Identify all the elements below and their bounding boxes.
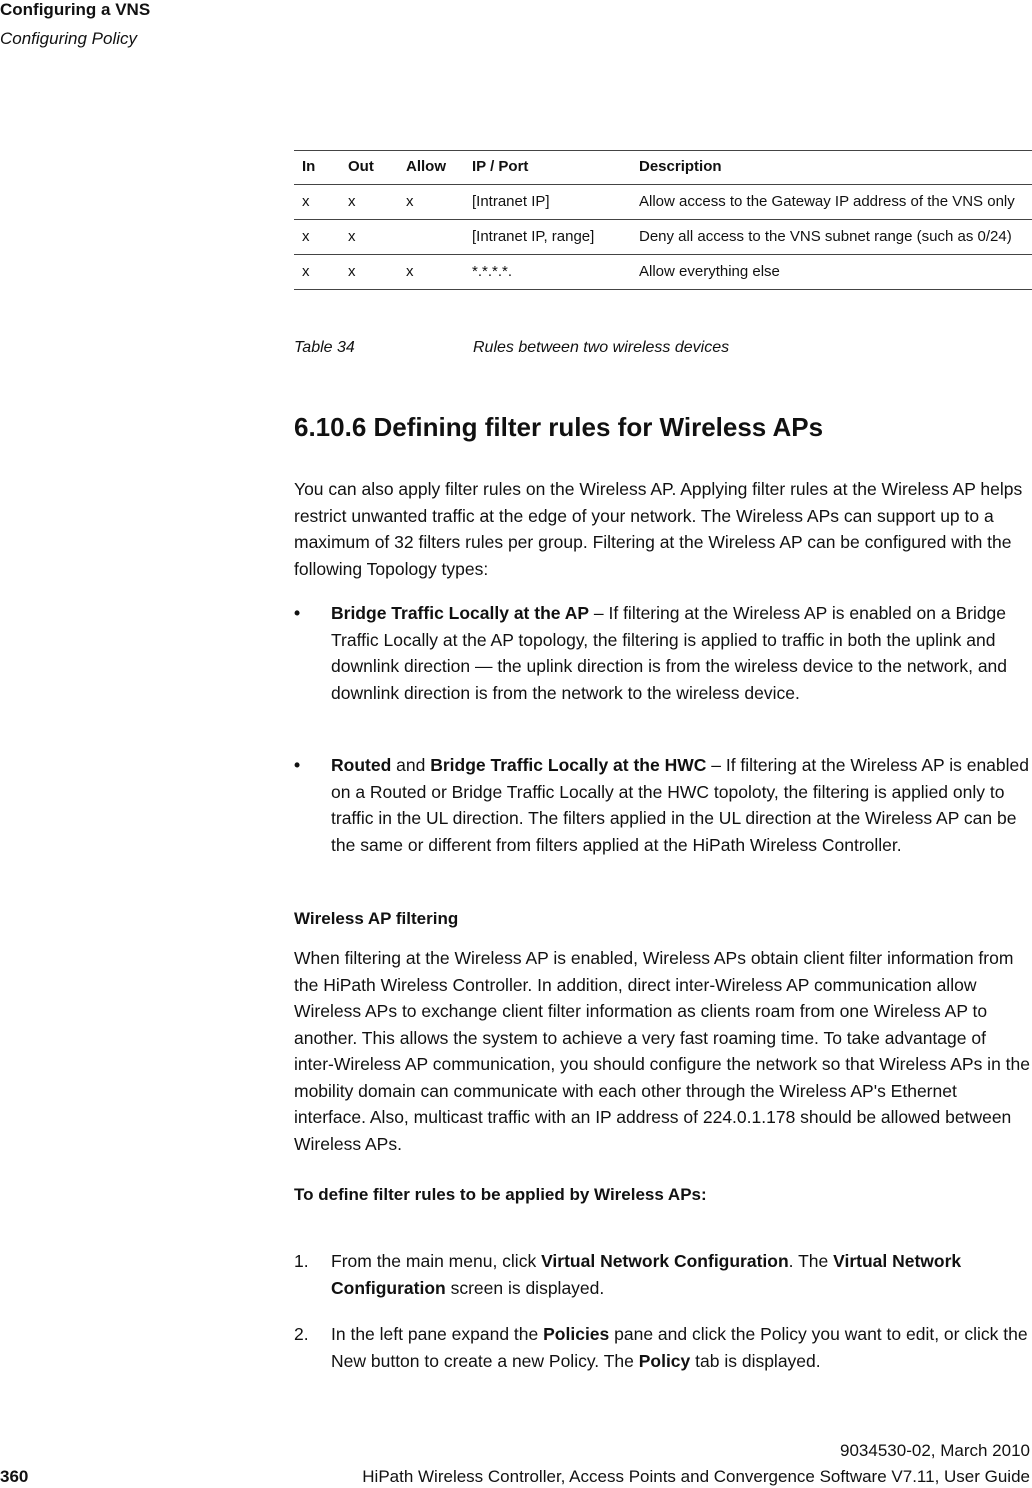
- cell-in: x: [294, 185, 340, 220]
- section-heading: 6.10.6 Defining filter rules for Wireless APs: [294, 412, 824, 442]
- cell-ip-port: [Intranet IP]: [464, 185, 631, 220]
- footer-guide-title: HiPath Wireless Controller, Access Points and Convergence Software V7.11, User Guide: [362, 1467, 1030, 1486]
- bullet-description: – If filtering at the Wireless AP is enabled on a Bridge Traffic Locally at the AP topology, the filtering is applied to traffic in both the uplink and downlink direction — the uplink direction is from the wireless device to the network, and downlink direction is from the network to the wireless device.: [331, 603, 1008, 703]
- step-text-part: tab is displayed.: [690, 1350, 821, 1371]
- step-text-part: . The: [788, 1251, 834, 1271]
- bullet-icon: •: [294, 603, 301, 623]
- cell-ip-port: [Intranet IP, range]: [464, 220, 631, 255]
- bullet-item-bridge-ap: [294, 600, 1030, 706]
- ui-label-virtual-network-configuration: Virtual Network Configuration: [541, 1251, 789, 1271]
- ui-label-virtual-network-configuration-screen: Virtual Network Configuration: [331, 1251, 962, 1298]
- bullet-term-routed: Routed: [331, 755, 392, 775]
- cell-allow: [398, 220, 464, 255]
- table-caption-text: Rules between two wireless devices: [473, 339, 730, 356]
- bullet-term: Bridge Traffic Locally at the AP: [331, 603, 590, 623]
- cell-out: x: [340, 220, 398, 255]
- table-row: [294, 255, 1032, 290]
- step-number: 2.: [294, 1324, 309, 1344]
- cell-description: Deny all access to the VNS subnet range (such as 0/24): [631, 220, 1032, 255]
- footer-page-number: 360: [0, 1467, 29, 1486]
- column-header-description: Description: [631, 151, 1032, 185]
- cell-allow: x: [398, 255, 464, 290]
- cell-description: Allow everything else: [631, 255, 1032, 290]
- table-header-row: [294, 151, 1032, 185]
- step-text-part: screen is displayed.: [445, 1277, 605, 1298]
- step-text: [331, 1248, 1030, 1301]
- running-header-chapter: Configuring a VNS: [0, 0, 151, 19]
- table-caption-label: Table 34: [294, 339, 355, 356]
- table-row: [294, 220, 1032, 255]
- bullet-conjunction: and: [391, 755, 431, 775]
- intro-paragraph: You can also apply filter rules on the Wireless AP. Applying filter rules at the Wireless AP helps restrict unwanted traffic at the edge of your network. The Wireless APs can support up to a maximum of 32 filters rules per group. Filtering at the Wireless AP can be configured with the following Topology types:: [294, 479, 1023, 579]
- step-text: [331, 1321, 1030, 1374]
- table-row: [294, 185, 1032, 220]
- bullet-text: [331, 752, 1030, 858]
- subheading-wireless-ap-filtering: Wireless AP filtering: [294, 909, 459, 928]
- bullet-text: [331, 600, 1030, 706]
- footer-doc-number: 9034530-02, March 2010: [840, 1441, 1030, 1460]
- step-text-part: pane and click the Policy you want to edit, or click the New button to create a new Policy. The: [331, 1324, 1028, 1371]
- cell-out: x: [340, 185, 398, 220]
- step-text-part: From the main menu, click: [331, 1251, 542, 1271]
- cell-allow: x: [398, 185, 464, 220]
- rules-table: [294, 150, 1032, 290]
- step-text-part: In the left pane expand the: [331, 1324, 544, 1344]
- cell-out: x: [340, 255, 398, 290]
- table-caption: [294, 339, 730, 357]
- column-header-ip-port: IP / Port: [464, 151, 631, 185]
- ui-label-policies: Policies: [543, 1324, 610, 1344]
- column-header-out: Out: [340, 151, 398, 185]
- running-header-section: Configuring Policy: [0, 29, 138, 48]
- bullet-item-routed-hwc: [294, 752, 1030, 858]
- cell-in: x: [294, 220, 340, 255]
- ui-label-policy-tab: Policy: [638, 1350, 691, 1371]
- bullet-description: – If filtering at the Wireless AP is enabled on a Routed or Bridge Traffic Locally at the HWC topoloty, the filtering is applied only to traffic in the UL direction. The filters applied in the UL direction at the Wireless AP can be the same or different from filters applied at the HiPath Wireless Controller.: [331, 755, 1029, 855]
- cell-description: Allow access to the Gateway IP address of the VNS only: [631, 185, 1032, 220]
- cell-ip-port: *.*.*.*.: [464, 255, 631, 290]
- procedure-heading: To define filter rules to be applied by Wireless APs:: [294, 1185, 707, 1204]
- filtering-paragraph: When filtering at the Wireless AP is enabled, Wireless APs obtain client filter information from the HiPath Wireless Controller. In addition, direct inter-Wireless AP communication allow Wireless APs to exchange client filter information as clients roam from one Wireless AP to another. This allows the system to achieve a very fast roaming time. To take advantage of inter-Wireless AP communication, you should configure the network so that Wireless APs in the mobility domain can communicate with each other through the Wireless AP's Ethernet interface. Also, multicast traffic with an IP address of 224.0.1.178 should be allowed between Wireless APs.: [294, 948, 1030, 1154]
- column-header-in: In: [294, 151, 340, 185]
- bullet-icon: •: [294, 755, 301, 775]
- procedure-step-1: [294, 1248, 1030, 1301]
- cell-in: x: [294, 255, 340, 290]
- bullet-term-bridge-hwc: Bridge Traffic Locally at the HWC: [430, 755, 707, 775]
- procedure-step-2: [294, 1321, 1030, 1374]
- step-number: 1.: [294, 1251, 309, 1271]
- column-header-allow: Allow: [398, 151, 464, 185]
